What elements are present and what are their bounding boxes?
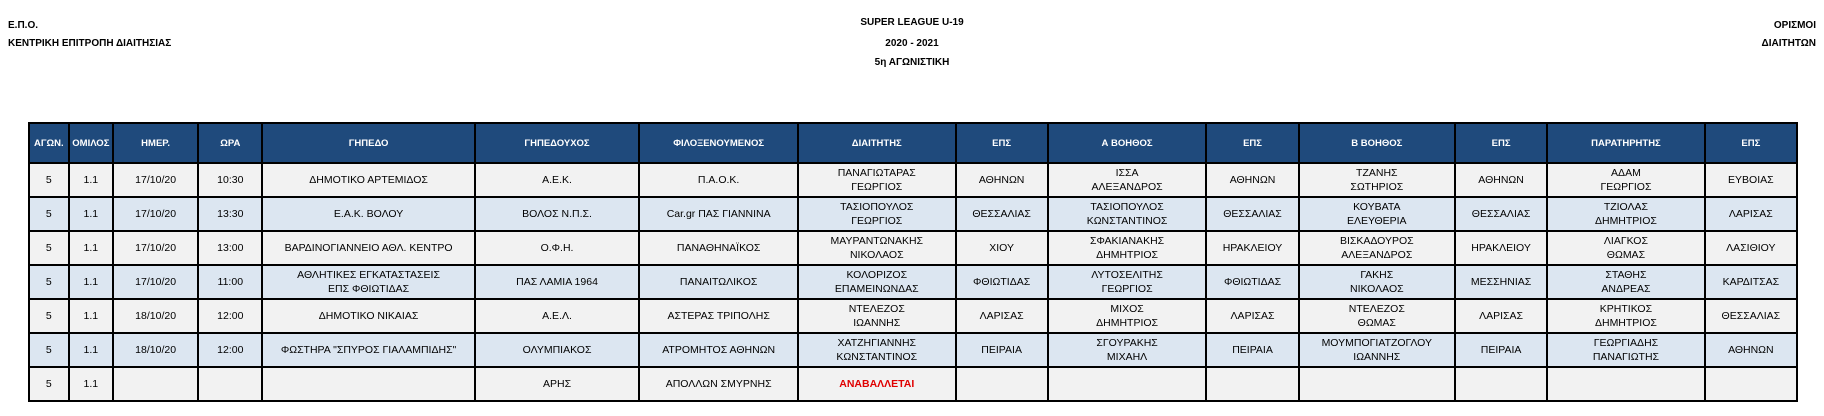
cell-assistant-a-line: ΣΦΑΚΙΑΝΑΚΗΣ — [1089, 235, 1165, 247]
cell-away-team: ΠΑΝΑΙΤΩΛΙΚΟΣ — [639, 265, 798, 299]
header-cell-referee-eps: ΕΠΣ — [956, 123, 1048, 163]
header-cell-away-team: ΦΙΛΟΞΕΝΟΥΜΕΝΟΣ — [639, 123, 798, 163]
cell-stadium — [262, 299, 474, 333]
matchday-label: 5η ΑΓΩΝΙΣΤΙΚΗ — [874, 57, 950, 68]
cell-assistant-a-eps: ΦΘΙΩΤΙΔΑΣ — [1206, 265, 1298, 299]
cell-referee-eps: ΧΙΟΥ — [956, 231, 1048, 265]
cell-assistant-b — [1299, 265, 1455, 299]
cell-observer-eps: ΑΘΗΝΩΝ — [1705, 333, 1797, 367]
cell-date: 17/10/20 — [113, 265, 198, 299]
cell-assistant-a-line: ΔΗΜΗΤΡΙΟΣ — [1096, 249, 1159, 261]
cell-assistant-b — [1299, 231, 1455, 265]
cell-referee-line: ΜΑΥΡΑΝΤΩΝΑΚΗΣ — [830, 235, 924, 247]
cell-referee-line: ΝΙΚΟΛΑΟΣ — [849, 249, 904, 261]
header-cell-stadium: ΓΗΠΕΔΟ — [262, 123, 474, 163]
document-type-line1: ΟΡΙΣΜΟΙ — [1773, 20, 1816, 31]
cell-observer-line: ΛΙΑΓΚΟΣ — [1603, 235, 1648, 247]
cell-referee — [798, 231, 956, 265]
cell-time: 13:30 — [198, 197, 262, 231]
cell-group: 1.1 — [69, 163, 113, 197]
cell-round: 5 — [29, 163, 69, 197]
cell-away-team: ΑΠΟΛΛΩΝ ΣΜΥΡΝΗΣ — [639, 367, 798, 401]
cell-stadium-line: Ε.Α.Κ. ΒΟΛΟΥ — [333, 208, 404, 220]
table-row — [29, 333, 1797, 367]
header-cell-group: ΟΜΙΛΟΣ — [69, 123, 113, 163]
cell-assistant-a — [1048, 197, 1207, 231]
cell-referee-line: ΓΕΩΡΓΙΟΣ — [851, 181, 903, 193]
cell-observer-line: ΤΖΙΟΛΑΣ — [1603, 201, 1649, 213]
cell-observer-eps: ΘΕΣΣΑΛΙΑΣ — [1705, 299, 1797, 333]
cell-observer-line: ΚΡΗΤΙΚΟΣ — [1599, 303, 1653, 315]
header-cell-date: ΗΜΕΡ. — [113, 123, 198, 163]
cell-assistant-a-line: ΜΙΧΑΗΛ — [1106, 351, 1148, 363]
cell-round: 5 — [29, 333, 69, 367]
cell-assistant-a — [1048, 333, 1207, 367]
cell-assistant-b — [1299, 367, 1455, 401]
cell-observer-line: ΘΩΜΑΣ — [1606, 249, 1646, 261]
table-body — [29, 163, 1797, 401]
cell-referee — [798, 299, 956, 333]
cell-group: 1.1 — [69, 197, 113, 231]
cell-referee — [798, 333, 956, 367]
header-cell-assistant-b: Β ΒΟΗΘΟΣ — [1299, 123, 1455, 163]
cell-stadium-line: ΦΩΣΤΗΡΑ "ΣΠΥΡΟΣ ΓΙΑΛΑΜΠΙΔΗΣ" — [280, 344, 457, 356]
cell-referee-line: ΙΩΑΝΝΗΣ — [853, 317, 901, 329]
cell-observer-line: ΓΕΩΡΓΙΑΔΗΣ — [1593, 337, 1659, 349]
table-row — [29, 231, 1797, 265]
cell-date: 18/10/20 — [113, 333, 198, 367]
cell-stadium-line: ΔΗΜΟΤΙΚΟ ΝΙΚΑΙΑΣ — [318, 310, 419, 322]
cell-observer — [1547, 163, 1705, 197]
cell-round: 5 — [29, 197, 69, 231]
cell-stadium — [262, 197, 474, 231]
season-label: 2020 - 2021 — [885, 38, 939, 49]
cell-assistant-b-eps: ΑΘΗΝΩΝ — [1455, 163, 1547, 197]
cell-home-team: ΒΟΛΟΣ Ν.Π.Σ. — [475, 197, 640, 231]
cell-away-team: ΑΤΡΟΜΗΤΟΣ ΑΘΗΝΩΝ — [639, 333, 798, 367]
cell-assistant-b-line: ΙΩΑΝΝΗΣ — [1353, 351, 1401, 363]
cell-stadium-line: ΔΗΜΟΤΙΚΟ ΑΡΤΕΜΙΔΟΣ — [309, 174, 428, 186]
cell-assistant-b-eps: ΘΕΣΣΑΛΙΑΣ — [1455, 197, 1547, 231]
cell-assistant-a-eps — [1206, 367, 1298, 401]
header-cell-assistant-a: Α ΒΟΗΘΟΣ — [1048, 123, 1207, 163]
cell-referee-line: ΚΟΛΟΡΙΖΟΣ — [846, 269, 908, 281]
cell-observer-eps: ΚΑΡΔΙΤΣΑΣ — [1705, 265, 1797, 299]
cell-referee-line: ΧΑΤΖΗΓΙΑΝΝΗΣ — [837, 337, 917, 349]
cell-referee-line: ΑΝΑΒΑΛΛΕΤΑΙ — [839, 378, 915, 390]
cell-assistant-a — [1048, 163, 1207, 197]
cell-assistant-a-line: ΔΗΜΗΤΡΙΟΣ — [1096, 317, 1159, 329]
cell-assistant-a-line: ΣΓΟΥΡΑΚΗΣ — [1096, 337, 1158, 349]
cell-referee-line: ΝΤΕΛΕΖΟΣ — [848, 303, 905, 315]
cell-observer-line: ΣΤΑΘΗΣ — [1605, 269, 1647, 281]
cell-assistant-a — [1048, 367, 1207, 401]
table-row — [29, 197, 1797, 231]
cell-round: 5 — [29, 367, 69, 401]
cell-date: 17/10/20 — [113, 231, 198, 265]
cell-referee — [798, 265, 956, 299]
cell-date: 18/10/20 — [113, 299, 198, 333]
cell-stadium — [262, 367, 474, 401]
cell-round: 5 — [29, 299, 69, 333]
header-cell-assistant-a-eps: ΕΠΣ — [1206, 123, 1298, 163]
cell-assistant-a-eps: ΠΕΙΡΑΙΑ — [1206, 333, 1298, 367]
table-row — [29, 367, 1797, 401]
cell-referee-eps: ΠΕΙΡΑΙΑ — [956, 333, 1048, 367]
cell-referee-eps: ΘΕΣΣΑΛΙΑΣ — [956, 197, 1048, 231]
cell-stadium — [262, 265, 474, 299]
cell-observer-line: ΔΗΜΗΤΡΙΟΣ — [1594, 215, 1657, 227]
cell-assistant-a-eps: ΘΕΣΣΑΛΙΑΣ — [1206, 197, 1298, 231]
cell-assistant-b-line: ΓΑΚΗΣ — [1360, 269, 1394, 281]
committee-name: ΚΕΝΤΡΙΚΗ ΕΠΙΤΡΟΠΗ ΔΙΑΙΤΗΣΙΑΣ — [8, 38, 172, 49]
cell-stadium — [262, 333, 474, 367]
cell-group: 1.1 — [69, 333, 113, 367]
cell-assistant-a-eps: ΑΘΗΝΩΝ — [1206, 163, 1298, 197]
cell-referee-line: ΤΑΣΙΟΠΟΥΛΟΣ — [840, 201, 914, 213]
cell-assistant-b-line: ΤΖΑΝΗΣ — [1356, 167, 1398, 179]
cell-home-team: ΟΛΥΜΠΙΑΚΟΣ — [475, 333, 640, 367]
cell-assistant-a — [1048, 265, 1207, 299]
cell-observer-line: ΑΔΑΜ — [1611, 167, 1641, 179]
cell-date: 17/10/20 — [113, 163, 198, 197]
cell-assistant-a-line: ΜΙΧΟΣ — [1110, 303, 1144, 315]
table-header-row — [29, 123, 1797, 163]
cell-stadium-line: ΑΘΛΗΤΙΚΕΣ ΕΓΚΑΤΑΣΤΑΣΕΙΣ — [297, 269, 440, 281]
cell-observer-line: ΔΗΜΗΤΡΙΟΣ — [1594, 317, 1657, 329]
cell-observer — [1547, 197, 1705, 231]
cell-observer — [1547, 299, 1705, 333]
cell-home-team: Α.Ε.Λ. — [475, 299, 640, 333]
cell-group: 1.1 — [69, 367, 113, 401]
cell-stadium — [262, 231, 474, 265]
cell-assistant-b-eps: ΛΑΡΙΣΑΣ — [1455, 299, 1547, 333]
cell-stadium-line: ΒΑΡΔΙΝΟΓΙΑΝΝΕΙΟ ΑΘΛ. ΚΕΝΤΡΟ — [284, 242, 453, 254]
cell-away-team: Π.Α.Ο.Κ. — [639, 163, 798, 197]
cell-assistant-b — [1299, 163, 1455, 197]
cell-observer-line: ΠΑΝΑΓΙΩΤΗΣ — [1592, 351, 1660, 363]
cell-round: 5 — [29, 265, 69, 299]
header-cell-referee: ΔΙΑΙΤΗΤΗΣ — [798, 123, 956, 163]
cell-home-team: ΑΡΗΣ — [475, 367, 640, 401]
cell-away-team: Car.gr ΠΑΣ ΓΙΑΝΝΙΝΑ — [639, 197, 798, 231]
cell-referee-line: ΓΕΩΡΓΙΟΣ — [851, 215, 903, 227]
cell-time: 10:30 — [198, 163, 262, 197]
table-row — [29, 163, 1797, 197]
cell-assistant-a-eps: ΗΡΑΚΛΕΙΟΥ — [1206, 231, 1298, 265]
cell-assistant-b-line: ΝΙΚΟΛΑΟΣ — [1349, 283, 1404, 295]
cell-away-team: ΑΣΤΕΡΑΣ ΤΡΙΠΟΛΗΣ — [639, 299, 798, 333]
cell-assistant-a-eps: ΛΑΡΙΣΑΣ — [1206, 299, 1298, 333]
cell-referee — [798, 367, 956, 401]
header-cell-assistant-b-eps: ΕΠΣ — [1455, 123, 1547, 163]
cell-referee-line: ΚΩΝΣΤΑΝΤΙΝΟΣ — [836, 351, 918, 363]
cell-assistant-b — [1299, 197, 1455, 231]
cell-date: 17/10/20 — [113, 197, 198, 231]
referee-assignments-table — [28, 122, 1798, 402]
cell-observer-eps: ΛΑΣΙΘΙΟΥ — [1705, 231, 1797, 265]
cell-observer — [1547, 231, 1705, 265]
cell-time: 12:00 — [198, 333, 262, 367]
cell-assistant-a-line: ΚΩΝΣΤΑΝΤΙΝΟΣ — [1086, 215, 1168, 227]
cell-group: 1.1 — [69, 231, 113, 265]
cell-time: 12:00 — [198, 299, 262, 333]
cell-assistant-b-line: ΣΩΤΗΡΙΟΣ — [1350, 181, 1404, 193]
header-cell-round: ΑΓΩΝ. — [29, 123, 69, 163]
cell-assistant-b-line: ΑΛΕΞΑΝΔΡΟΣ — [1341, 249, 1413, 261]
cell-referee-eps — [956, 367, 1048, 401]
cell-observer-line: ΓΕΩΡΓΙΟΣ — [1600, 181, 1652, 193]
cell-time: 13:00 — [198, 231, 262, 265]
cell-assistant-b-eps: ΠΕΙΡΑΙΑ — [1455, 333, 1547, 367]
header-cell-observer: ΠΑΡΑΤΗΡΗΤΗΣ — [1547, 123, 1705, 163]
table-row — [29, 299, 1797, 333]
table-row — [29, 265, 1797, 299]
header-cell-home-team: ΓΗΠΕΔΟΥΧΟΣ — [475, 123, 640, 163]
cell-assistant-a — [1048, 231, 1207, 265]
cell-referee-line: ΕΠΑΜΕΙΝΩΝΔΑΣ — [834, 283, 919, 295]
cell-away-team: ΠΑΝΑΘΗΝΑΪΚΟΣ — [639, 231, 798, 265]
cell-group: 1.1 — [69, 265, 113, 299]
cell-time: 11:00 — [198, 265, 262, 299]
cell-observer — [1547, 265, 1705, 299]
cell-assistant-b-line: ΚΟΥΒΑΤΑ — [1353, 201, 1401, 213]
cell-time — [198, 367, 262, 401]
cell-assistant-a-line: ΛΥΤΟΣΕΛΙΤΗΣ — [1091, 269, 1163, 281]
cell-assistant-a-line: ΤΑΣΙΟΠΟΥΛΟΣ — [1090, 201, 1164, 213]
cell-assistant-b-eps — [1455, 367, 1547, 401]
cell-assistant-b-eps: ΗΡΑΚΛΕΙΟΥ — [1455, 231, 1547, 265]
cell-home-team: Α.Ε.Κ. — [475, 163, 640, 197]
cell-referee-eps: ΛΑΡΙΣΑΣ — [956, 299, 1048, 333]
cell-assistant-b-line: ΝΤΕΛΕΖΟΣ — [1348, 303, 1405, 315]
cell-referee-line: ΠΑΝΑΓΙΩΤΑΡΑΣ — [837, 167, 916, 179]
league-title: SUPER LEAGUE U-19 — [860, 17, 964, 28]
federation-name: Ε.Π.Ο. — [8, 20, 39, 31]
header-cell-observer-eps: ΕΠΣ — [1705, 123, 1797, 163]
cell-referee — [798, 163, 956, 197]
cell-assistant-b — [1299, 299, 1455, 333]
cell-assistant-b-line: ΜΟΥΜΠΟΓΙΑΤΖΟΓΛΟΥ — [1321, 337, 1433, 349]
cell-stadium — [262, 163, 474, 197]
document-type-line2: ΔΙΑΙΤΗΤΩΝ — [1761, 38, 1816, 49]
header-cell-time: ΩΡΑ — [198, 123, 262, 163]
cell-stadium-line: ΕΠΣ ΦΘΙΩΤΙΔΑΣ — [327, 283, 410, 295]
cell-assistant-b-line: ΒΙΣΚΑΔΟΥΡΟΣ — [1339, 235, 1414, 247]
cell-group: 1.1 — [69, 299, 113, 333]
cell-referee-eps: ΦΘΙΩΤΙΔΑΣ — [956, 265, 1048, 299]
cell-assistant-b-line: ΘΩΜΑΣ — [1357, 317, 1396, 329]
cell-assistant-a-line: ΑΛΕΞΑΝΔΡΟΣ — [1091, 181, 1163, 193]
cell-assistant-a — [1048, 299, 1207, 333]
cell-referee — [798, 197, 956, 231]
cell-assistant-b-line: ΕΛΕΥΘΕΡΙΑ — [1347, 215, 1407, 227]
cell-home-team: ΠΑΣ ΛΑΜΙΑ 1964 — [475, 265, 640, 299]
cell-assistant-b — [1299, 333, 1455, 367]
cell-round: 5 — [29, 231, 69, 265]
cell-assistant-a-line: ΙΣΣΑ — [1115, 167, 1139, 179]
cell-assistant-b-eps: ΜΕΣΣΗΝΙΑΣ — [1455, 265, 1547, 299]
cell-home-team: Ο.Φ.Η. — [475, 231, 640, 265]
cell-assistant-a-line: ΓΕΩΡΓΙΟΣ — [1101, 283, 1153, 295]
cell-date — [113, 367, 198, 401]
cell-observer — [1547, 333, 1705, 367]
cell-observer-eps: ΕΥΒΟΙΑΣ — [1705, 163, 1797, 197]
cell-observer-eps — [1705, 367, 1797, 401]
cell-observer-line: ΑΝΔΡΕΑΣ — [1601, 283, 1651, 295]
cell-referee-eps: ΑΘΗΝΩΝ — [956, 163, 1048, 197]
cell-observer — [1547, 367, 1705, 401]
cell-observer-eps: ΛΑΡΙΣΑΣ — [1705, 197, 1797, 231]
